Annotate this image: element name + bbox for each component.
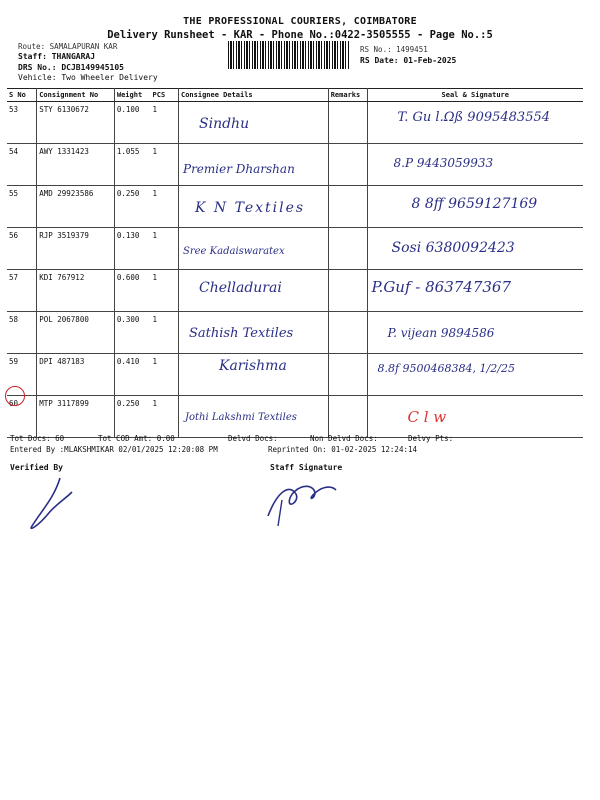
row-signature-cell: [367, 270, 583, 312]
col-signature: Seal & Signature: [367, 89, 583, 102]
row-signature-cell: [367, 228, 583, 270]
row-remarks: [328, 186, 367, 228]
table-row: [7, 186, 583, 228]
route-text: Route: SAMALAPURAN KAR: [18, 42, 118, 51]
rs-number: RS No.: 1499451: [360, 45, 428, 54]
col-consignment: Consignment No: [37, 89, 115, 102]
row-signature: P. vijean 9894586: [387, 326, 495, 340]
row-consignee: Jothi Lakshmi Textiles: [185, 412, 297, 423]
row-signature: 8.P 9443059933: [393, 156, 494, 170]
row-consignee: Chelladurai: [199, 280, 282, 296]
row-remarks: [328, 354, 367, 396]
row-weight: 0.600: [114, 270, 150, 312]
table-row: [7, 396, 583, 438]
row-pcs: 1: [151, 144, 179, 186]
row-signature: P.Guf - 863747367: [371, 278, 512, 296]
row-consignment: DPI 487183: [37, 354, 115, 396]
row-pcs: 1: [151, 312, 179, 354]
table-row: [7, 354, 583, 396]
barcode: [228, 41, 350, 69]
row-consignee: Sree Kadaiswaratex: [183, 246, 285, 257]
row-weight: 0.100: [114, 102, 150, 144]
non-delvd-docs: Non Delvd Docs:: [310, 434, 378, 443]
row-consignee-cell: [179, 396, 329, 438]
row-weight: 0.410: [114, 354, 150, 396]
row-consignment: KDI 767912: [37, 270, 115, 312]
col-remarks: Remarks: [328, 89, 367, 102]
row-signature-cell: [367, 186, 583, 228]
entered-by: Entered By :MLAKSHMIKAR 02/01/2025 12:20:08 PM: [10, 445, 218, 454]
col-pcs: PCS: [151, 89, 179, 102]
row-signature-cell: [367, 102, 583, 144]
row-sno: 58: [7, 312, 37, 354]
row-consignee-cell: [179, 354, 329, 396]
row-sno: 57: [7, 270, 37, 312]
table-row: [7, 102, 583, 144]
row-consignee: Sindhu: [199, 116, 250, 132]
row-pcs: 1: [151, 354, 179, 396]
row-sno: 59: [7, 354, 37, 396]
tot-cod: Tot COD Amt: 0.00: [98, 434, 175, 443]
verified-signature: [20, 470, 80, 535]
col-weight: Weight: [114, 89, 150, 102]
reprinted-on: Reprinted On: 01-02-2025 12:24:14: [268, 445, 418, 454]
row-sno: 54: [7, 144, 37, 186]
row-consignee-cell: [179, 102, 329, 144]
drs-number: DRS No.: DCJB149945105: [18, 63, 124, 72]
rs-date: RS Date: 01-Feb-2025: [360, 56, 457, 65]
col-consignee: Consignee Details: [179, 89, 329, 102]
row-pcs: 1: [151, 270, 179, 312]
company-name: THE PROFESSIONAL COURIERS, COIMBATORE: [183, 16, 417, 27]
row-weight: 0.250: [114, 396, 150, 438]
row-consignee-cell: [179, 228, 329, 270]
table-row: [7, 144, 583, 186]
row-signature: C l w: [407, 408, 447, 426]
row-consignee: Sathish Textiles: [189, 326, 294, 341]
staff-text: Staff: THANGARAJ: [18, 52, 96, 61]
row-remarks: [328, 102, 367, 144]
row-remarks: [328, 396, 367, 438]
row-consignment: AMD 29923586: [37, 186, 115, 228]
row-remarks: [328, 228, 367, 270]
row-pcs: 1: [151, 228, 179, 270]
row-sno: 53: [7, 102, 37, 144]
row-consignee: K N Textiles: [195, 200, 306, 216]
row-remarks: [328, 270, 367, 312]
row-remarks: [328, 144, 367, 186]
table-row: [7, 270, 583, 312]
row-signature-cell: [367, 354, 583, 396]
row-consignee-cell: [179, 270, 329, 312]
row-consignee: Karishma: [219, 358, 287, 374]
row-weight: 1.055: [114, 144, 150, 186]
row-weight: 0.300: [114, 312, 150, 354]
row-consignee: Premier Dharshan: [183, 162, 295, 176]
row-signature: T. Gu l.Ωß 9095483554: [397, 110, 551, 125]
row-consignee-cell: [179, 186, 329, 228]
row-consignment: AWY 1331423: [37, 144, 115, 186]
staff-signature-scribble: [260, 470, 350, 530]
row-signature-cell: [367, 312, 583, 354]
table-row: [7, 312, 583, 354]
row-pcs: 1: [151, 396, 179, 438]
col-sno: S No: [7, 89, 37, 102]
row-signature: 8 8ff 9659127169: [411, 196, 538, 212]
row-sno: 55: [7, 186, 37, 228]
table-header-row: [7, 89, 583, 102]
tot-docs: Tot Docs: 60: [10, 434, 65, 443]
row-signature-cell: [367, 144, 583, 186]
row-weight: 0.250: [114, 186, 150, 228]
red-circle-mark: [5, 386, 25, 406]
delvd-docs: Delvd Docs:: [228, 434, 278, 443]
row-sno: 56: [7, 228, 37, 270]
row-remarks: [328, 312, 367, 354]
vehicle-text: Vehicle: Two Wheeler Delivery: [18, 73, 158, 82]
verified-by-label: Verified By: [10, 463, 63, 472]
runsheet-title: Delivery Runsheet - KAR - Phone No.:0422-3505555 - Page No.:5: [107, 29, 493, 41]
row-signature-cell: [367, 396, 583, 438]
row-consignment: POL 2067800: [37, 312, 115, 354]
runsheet-table: [7, 88, 583, 438]
row-sno: 60: [7, 396, 37, 438]
row-consignee-cell: [179, 144, 329, 186]
staff-signature-label: Staff Signature: [270, 463, 343, 472]
row-signature: 8.8f 9500468384, 1/2/25: [377, 362, 515, 375]
row-consignment: STY 6130672: [37, 102, 115, 144]
table-row: [7, 228, 583, 270]
row-weight: 0.130: [114, 228, 150, 270]
row-pcs: 1: [151, 186, 179, 228]
row-pcs: 1: [151, 102, 179, 144]
row-consignment: MTP 3117899: [37, 396, 115, 438]
row-signature: Sosi 6380092423: [391, 240, 515, 256]
row-consignment: RJP 3519379: [37, 228, 115, 270]
row-consignee-cell: [179, 312, 329, 354]
delvy-pts: Delvy Pts:: [408, 434, 454, 443]
